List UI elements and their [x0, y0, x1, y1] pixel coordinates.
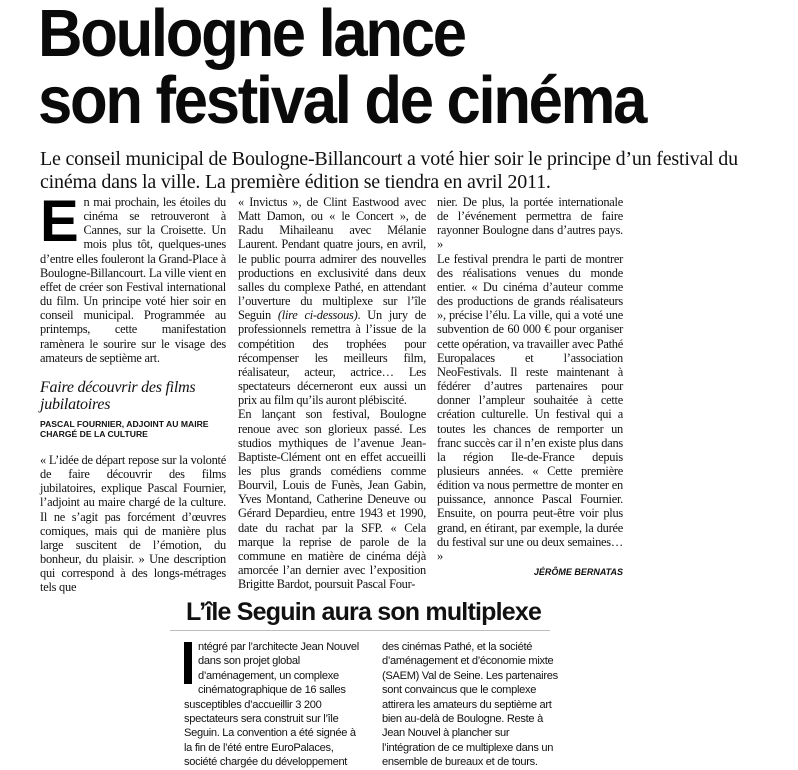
headline	[38, 0, 646, 138]
box-paragraph-1: ntégré par l’architecte Jean Nouvel dans son projet global d’aménagement, un complexe cinématographique de 16 salles susceptibles d’accueillir 3 200 spectateurs sera construit sur l’île Seguin. La convention a été signée à la fin de l’été entre EuroPalaces, société chargée du développement	[184, 641, 359, 769]
paragraph-program	[238, 195, 426, 407]
lede: Le conseil municipal de Boulogne-Billancourt a voté hier soir le principe d’un festival du cinéma dans la ville. La première édition se tiendra en avril 2011.	[40, 148, 738, 193]
headline-line-1: Boulogne lance	[38, 0, 465, 71]
box-title: L’île Seguin aura son multiplexe	[186, 598, 542, 626]
paragraph-quote: « L’idée de départ repose sur la volonté de faire découvrir des films jubilatoires, explique Pascal Fournier, l’adjoint au maire chargé de la culture. Il ne s’agit pas forcément d’œuvres comiques, mais qui de manière plus large suscitent de l’émotion, du bonheur, du plaisir. » Une description qui correspond à des longs-métrages tels que	[40, 452, 226, 595]
box-column-1	[184, 640, 360, 770]
box-divider	[170, 630, 550, 631]
paragraph-partners: Le festival prendra le parti de montrer des réalisations venues du monde entier. « Du cinéma d’auteur comme des productions de grands réalisateurs », précise l’élu. La ville, qui a voté une subvention de 60 000 € pour organiser cette opération, va travailler avec Pathé Europalaces et l’association NeoFestivals. Il reste maintenant à fédérer d’autres partenaires pour donner l’ampleur souhaitée à cette création culturelle. Un festival qui a toutes les chances de remporter un franc succès car il n’en existe plus dans la région Ile-de-France depuis plusieurs années. « Cette première édition va nous permettre de monter en puissance, annonce Pascal Fournier. Ensuite, on pourra peut-être voir plus grand, en étirant, par exemple, la durée du festival sur une ou deux semaines… »	[437, 251, 623, 563]
subhead: Faire découvrir des films jubilatoires	[40, 378, 196, 413]
paragraph-intro: n mai prochain, les étoiles du cinéma se retrouveront à Cannes, sur la Croisette. Un mois plus tôt, quelques-unes d’entre elles fouleront la Grand-Place à Boulogne-Billancourt. La ville vient en effet de créer son Festival international du film. Un principe voté hier soir en conseil municipal. Programmée au printemps, cette manifestation ramènera le sourire sur le visage des amateurs de septième art.	[40, 195, 226, 365]
paragraph-program-part-2: . Un jury de professionnels remettra à l’issue de la compétition des trophées pour récompenser les meilleurs film, réalisateur, acteur, actrice… Les spectateurs décerneront eux aussi un prix au film qu’ils auront plébiscité.	[238, 308, 426, 408]
subhead-credit: PASCAL FOURNIER, ADJOINT AU MAIRE CHARGÉ DE LA CULTURE	[40, 418, 209, 439]
box-column-2	[382, 640, 560, 770]
article-column-3	[437, 195, 623, 579]
paragraph-international: nier. De plus, la portée internationale de l’événement permettra de faire rayonner Boulogne dans d’autres pays. »	[437, 195, 623, 252]
see-below-link[interactable]: (lire ci-dessous)	[277, 308, 358, 323]
box-paragraph-2: des cinémas Pathé, et la société d’aménagement et d’économie mixte (SAEM) Val de Seine. Les partenaires sont convaincus que le complexe attirera les amateurs du septième art bien au-delà de Boulogne. Reste à Jean Nouvel à plancher sur l’intégration de ce multiplexe dans un ensemble de bureaux et de tours.	[382, 641, 558, 769]
article-column-2	[238, 195, 426, 591]
dropcap: E	[40, 189, 79, 254]
box-dropcap-bar	[184, 642, 192, 684]
paragraph-program-part-1: « Invictus », de Clint Eastwood avec Matt Damon, ou « le Concert », de Radu Mihaileanu avec Mélanie Laurent. Pendant quatre jours, en avril, le public pourra admirer des nouvelles productions en exclusivité dans deux salles du complexe Pathé, en attendant l’ouverture du multiplexe sur l’île Seguin	[238, 195, 426, 323]
author-signature: JÉRÔME BERNATAS	[533, 567, 623, 578]
headline-line-2: son festival de cinéma	[38, 63, 646, 138]
paragraph-history: En lançant son festival, Boulogne renoue avec son glorieux passé. Les studios mythiques de l’avenue Jean-Baptiste-Clément ont en effet accueilli les plus grands comédiens comme Bourvil, Louis de Funès, Jean Gabin, Yves Montand, Catherine Deneuve ou Gérard Depardieu, entre 1943 et 1990, date du rachat par la SFP. « Cela marque la reprise de parole de la commune en matière de cinéma déjà amorcée l’an dernier avec l’exposition Brigitte Bardot, poursuit Pascal Four-	[238, 407, 426, 592]
article-column-1	[40, 189, 226, 595]
